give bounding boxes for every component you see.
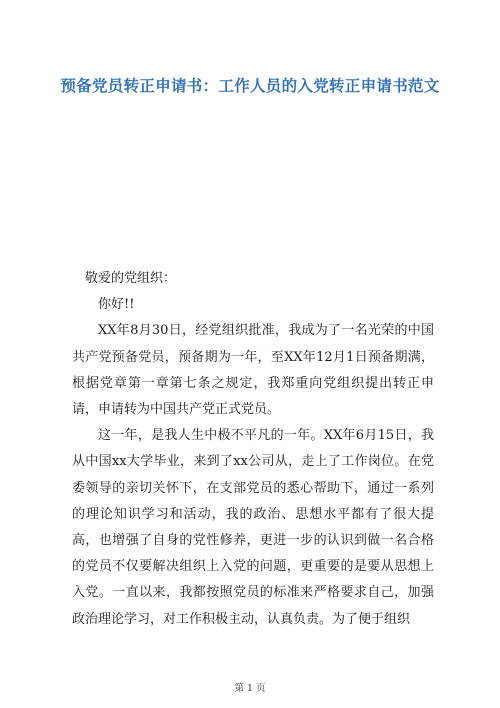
salutation: 敬爱的党组织： xyxy=(85,271,177,286)
document-title: 预备党员转正申请书：工作人员的入党转正申请书范文 xyxy=(60,77,440,95)
page-number: 第 1 页 xyxy=(234,683,266,694)
body-paragraph: 这一年，是我人生中极不平凡的一年。XX年6月15日，我从中国xx大学毕业，来到了xx公司从，走上了工作岗位。在党委领导的亲切关怀下，在支部党员的悉心帮助下，通过一系列的理论知识学习和活动，我的政治、思想水平都有了很大提高，也增强了自身的党性修养，更进一步的认识到做一名合格的党员不仅要解决组织上入党的问题，更重要的是要从思想上入党。一直以来，我都按照党员的标准来严格要求自己，加强政治理论学习，对工作积极主动，认真负责。为了便于组织 xyxy=(72,428,434,627)
document-body xyxy=(72,266,434,633)
body-paragraph: XX年8月30日，经党组织批准，我成为了一名光荣的中国共产党预备党员，预备期为一年，至XX年12月1日预备期满，根据党章第一章第七条之规定，我郑重向党组织提出转正申请，申请转为中国共产党正式党员。 xyxy=(72,323,434,418)
greeting: 你好!! xyxy=(98,297,135,313)
